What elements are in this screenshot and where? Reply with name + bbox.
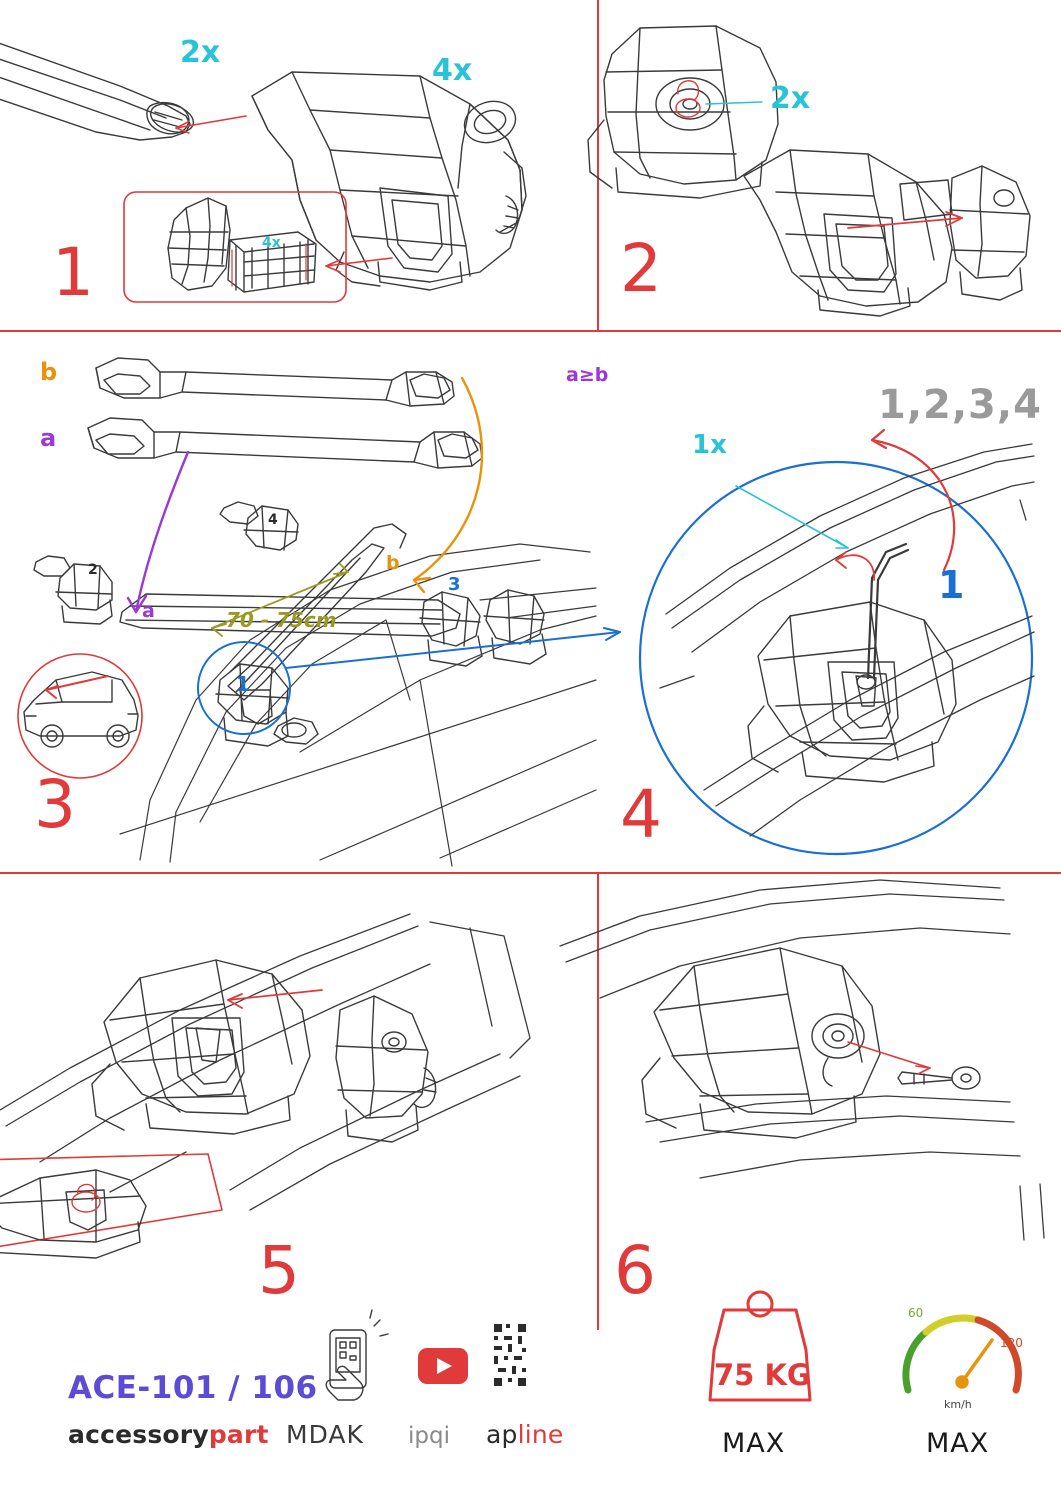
step-number-6: 6 bbox=[614, 1232, 657, 1309]
foot-number-2: 2 bbox=[88, 562, 98, 578]
step-number-1: 1 bbox=[52, 234, 95, 311]
bar-label-b: b bbox=[40, 358, 58, 386]
car-direction-pictogram bbox=[18, 654, 142, 778]
inset-step5 bbox=[0, 1154, 222, 1258]
qty-2x-step1: 2x bbox=[180, 35, 221, 70]
foot-number-4: 4 bbox=[268, 512, 278, 528]
arrow-bar-b bbox=[414, 378, 482, 592]
crossbar-b bbox=[96, 358, 454, 406]
qr-code-icon bbox=[494, 1324, 526, 1386]
hex-key-tool bbox=[868, 544, 908, 678]
rack-foot-step2-lower bbox=[744, 150, 952, 316]
arrow-label-b: b bbox=[386, 552, 400, 574]
mounted-foot-b2 bbox=[484, 590, 546, 664]
foot-number-3: 3 bbox=[448, 574, 461, 595]
key-icon-step6 bbox=[898, 1067, 980, 1089]
brand-apline bbox=[486, 1420, 564, 1449]
brand-apline-part1: ap bbox=[486, 1420, 518, 1449]
detail-circle-step4 bbox=[640, 462, 1032, 854]
youtube-icon[interactable] bbox=[418, 1348, 468, 1384]
torque-order-1: 1 bbox=[938, 563, 965, 607]
step-number-4: 4 bbox=[620, 776, 663, 853]
car-roof-outline bbox=[120, 544, 596, 866]
brand-accessorypart-part1: accessory bbox=[68, 1420, 209, 1449]
roof-rail-clip-1 bbox=[34, 556, 70, 576]
crossbar-profile bbox=[0, 40, 197, 140]
brand-ipqi: ipqi bbox=[408, 1423, 450, 1449]
step-number-2: 2 bbox=[620, 230, 663, 307]
model-code: ACE-101 / 106 bbox=[68, 1370, 318, 1406]
max-load-label: MAX bbox=[722, 1428, 786, 1459]
speed-unit: km/h bbox=[944, 1398, 972, 1411]
brand-accessorypart bbox=[68, 1420, 269, 1449]
rotation-arrow-step4 bbox=[872, 430, 954, 570]
inset-pad-detail bbox=[124, 192, 346, 302]
turn-arrow-small bbox=[836, 552, 874, 580]
sequence-label bbox=[878, 382, 1042, 428]
bar-label-a: a bbox=[40, 424, 57, 452]
qty-2x-step2: 2x bbox=[770, 81, 811, 116]
arrow-label-a: a bbox=[142, 600, 155, 622]
sequence-text: 1,2,3,4 bbox=[878, 382, 1042, 428]
speedometer-needle bbox=[957, 1340, 992, 1387]
qty-4x-step1: 4x bbox=[432, 53, 473, 88]
crossbar-a bbox=[88, 418, 482, 468]
arrow-bar-a bbox=[128, 452, 188, 612]
step-number-3: 3 bbox=[34, 766, 77, 843]
foot-number-1: 1 bbox=[236, 672, 250, 696]
callout-line-step4 bbox=[736, 486, 848, 548]
dimension-label: 70 - 75cm bbox=[226, 608, 337, 632]
callout-line-step2 bbox=[706, 102, 762, 104]
step-number-5: 5 bbox=[258, 1232, 301, 1309]
gauge-min: 60 bbox=[908, 1306, 924, 1320]
car-direction-arrow bbox=[46, 676, 108, 698]
max-load-value: 75 KG bbox=[714, 1358, 811, 1392]
gauge-max: 120 bbox=[1000, 1336, 1023, 1350]
rack-foot-step6 bbox=[642, 948, 880, 1138]
brand-accessorypart-part2: part bbox=[208, 1420, 269, 1449]
roof-rail-clip-2 bbox=[220, 502, 258, 524]
max-speed-label: MAX bbox=[926, 1428, 990, 1459]
brand-mdak: MDAK bbox=[286, 1420, 364, 1449]
rack-foot-step4 bbox=[748, 602, 956, 782]
roof-rail-step5 bbox=[0, 914, 530, 1210]
qr-phone-icon bbox=[326, 1310, 388, 1400]
rack-foot-step5 bbox=[92, 960, 310, 1134]
qty-4x-inset: 4x bbox=[262, 235, 281, 251]
qty-1x-step4: 1x bbox=[692, 430, 727, 460]
brand-apline-part2: line bbox=[517, 1420, 564, 1449]
end-cap-step5 bbox=[336, 996, 436, 1142]
assembly-arrow-step5 bbox=[228, 990, 322, 1008]
condition-label: a≥b bbox=[566, 364, 609, 386]
